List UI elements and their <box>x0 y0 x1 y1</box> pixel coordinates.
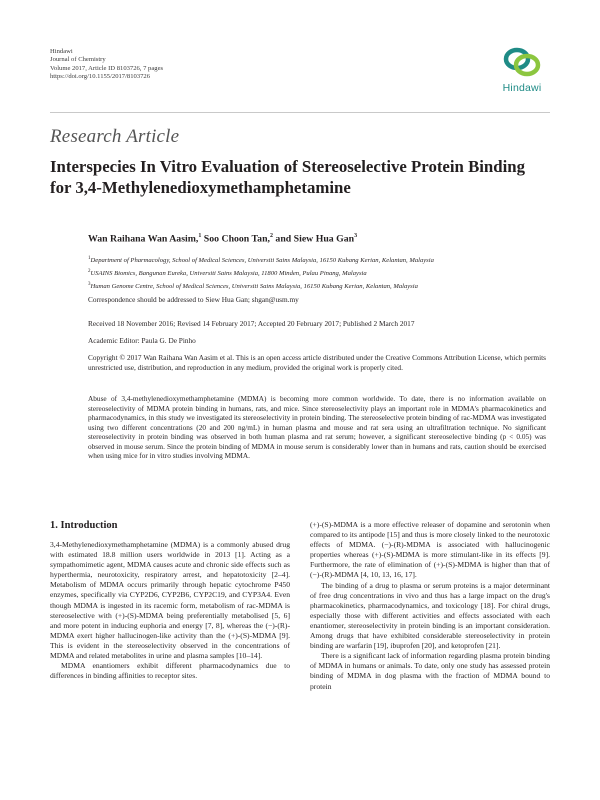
body-paragraph: MDMA enantiomers exhibit different pharmacodynamics due to differences in binding affinities to receptor sites. <box>50 661 290 681</box>
journal-name: Journal of Chemistry <box>50 56 106 64</box>
intro-right-column <box>310 520 550 692</box>
author-name: and Siew Hua Gan <box>275 233 355 245</box>
affiliation-item: $^1$Department of Pharmacology, School of Medical Sciences, Universiti Sains Malaysia, 16150 Kubang Kerian, Kelantan, Malaysia <box>88 256 434 265</box>
affiliation-item: $^2$USAINS Biomics, Bangunan Eureka, Universiti Sains Malaysia, 11800 Minden, Pulau Pinang, Malaysia <box>88 269 367 278</box>
author-affiliation-mark: 3 <box>354 233 358 239</box>
publisher-line: Hindawi <box>50 48 73 55</box>
body-paragraph: There is a significant lack of information regarding plasma protein binding of MDMA in humans or animals. To date, only one study has assessed protein binding of MDMA in dog plasma with the fraction of MDMA bound to protein <box>310 651 550 691</box>
academic-editor: Academic Editor: Paula G. De Pinho <box>88 336 196 345</box>
hindawi-logo <box>492 44 552 94</box>
affiliation-item: $^3$Human Genome Centre, School of Medical Sciences, Universiti Sains Malaysia, 16150 Kubang Kerian, Kelantan, Malaysia <box>88 282 418 291</box>
article-type: Research Article <box>50 126 180 147</box>
intro-left-column <box>50 520 290 681</box>
body-paragraph: 3,4-Methylenedioxymethamphetamine (MDMA) is a commonly abused drug with estimated 18.8 million users worldwide in 2013 [1]. Acting as a sympathomimetic agent, MDMA causes acute and chronic side effects such as hyperthermia, neurotoxicity, respiratory arrest, and hepatotoxicity [2–4]. Metabolism of MDMA occurs primarily through hepatic cytochrome P450 enzymes, specifically via CYP2D6, CYP2B6, CYP2C19, and CYP3A4. Even though MDMA is ingested in its racemic form, metabolism of rac-MDMA is stereoselective with (+)-(S)-MDMA being preferentially metabolised [5, 6] and more potent in inducing euphoria and energy [7, 8], whereas the (−)-(R)-MDMA exert higher hallucinogen-like activity than the (+)-(S)-MDMA [9]. This is evident in the stereoselectivity observed in the concentrations of MDMA and related metabolites in urine and plasma samples [10–14]. <box>50 540 290 661</box>
doi-link[interactable]: https://doi.org/10.1155/2017/8103726 <box>50 72 151 80</box>
section-heading: 1. Introduction <box>50 520 118 531</box>
body-paragraph: (+)-(S)-MDMA is a more effective releaser of dopamine and serotonin when compared to its antipode [15] and thus is more closely linked to the neurotoxic effects of MDMA. (−)-(R)-MDMA is associated with hallucinogenic properties whereas (+)-(S)-MDMA is more stimulant-like in its effects [9]. Furthermore, the rate of elimination of (+)-(S)-MDMA is higher than that of (−)-(R)-MDMA [4, 10, 13, 16, 17]. <box>310 520 550 580</box>
affiliations <box>88 253 548 293</box>
copyright-notice: Copyright © 2017 Wan Raihana Wan Aasim et al. This is an open access article distributed under the Creative Commons Attribution License, which permits unrestricted use, distribution, and reproduction in any medium, provided the original work is properly cited. <box>88 353 546 372</box>
publication-dates: Received 18 November 2016; Revised 14 February 2017; Accepted 20 February 2017; Published 2 March 2017 <box>88 319 415 328</box>
body-paragraph: The binding of a drug to plasma or serum proteins is a major determinant of free drug concentrations in vivo and thus has a large impact on the drug's pharmacokinetics, pharmacodynamics, and toxicology [18]. For chiral drugs, especially those with different activities and effects associated with each enantiomer, stereoselectivity in protein binding is an important consideration. Among drugs that have exhibited considerable stereoselectivity in protein binding are warfarin [19], ibuprofen [20], and ketoprofen [21]. <box>310 580 550 651</box>
author-affiliation-mark: 1 <box>198 233 202 239</box>
hindawi-rings-icon <box>502 44 542 80</box>
author-name: Wan Raihana Wan Aasim, <box>88 233 199 245</box>
header-divider <box>50 112 550 113</box>
author-affiliation-mark: 2 <box>269 233 273 239</box>
journal-info <box>50 48 163 81</box>
author-list <box>88 233 548 244</box>
abstract: Abuse of 3,4-methylenedioxymethamphetamine (MDMA) is becoming more common worldwide. To date, there is no information available on stereoselectivity of MDMA protein binding in humans, rats, and mice. Since stereoselectivity plays an important role in MDMA's pharmacokinetics and pharmacodynamics, in this study we investigated its stereoselectivity in protein binding. The stereoselective protein binding of rac-MDMA was investigated using two different concentrations (20 and 200 ng/mL) in human plasma and mouse and rat sera using an ultrafiltration technique. No significant stereoselectivity in protein binding was observed in both human plasma and rat serum; however, a significant stereoselective binding (p < 0.05) was observed in mouse serum. Since the protein binding of MDMA in mouse serum is considerably lower than in humans and rats, caution should be exercised when using mice for in vitro studies involving MDMA. <box>88 394 546 460</box>
logo-wordmark: Hindawi <box>502 82 542 94</box>
volume-line: Volume 2017, Article ID 8103726, 7 pages <box>50 64 164 72</box>
author-name: Soo Choon Tan, <box>203 233 270 245</box>
article-title: Interspecies In Vitro Evaluation of Stereoselective Protein Binding for 3,4-Methylenedioxymethamphetamine <box>50 157 525 197</box>
correspondence: Correspondence should be addressed to Siew Hua Gan; shgan@usm.my <box>88 295 299 304</box>
